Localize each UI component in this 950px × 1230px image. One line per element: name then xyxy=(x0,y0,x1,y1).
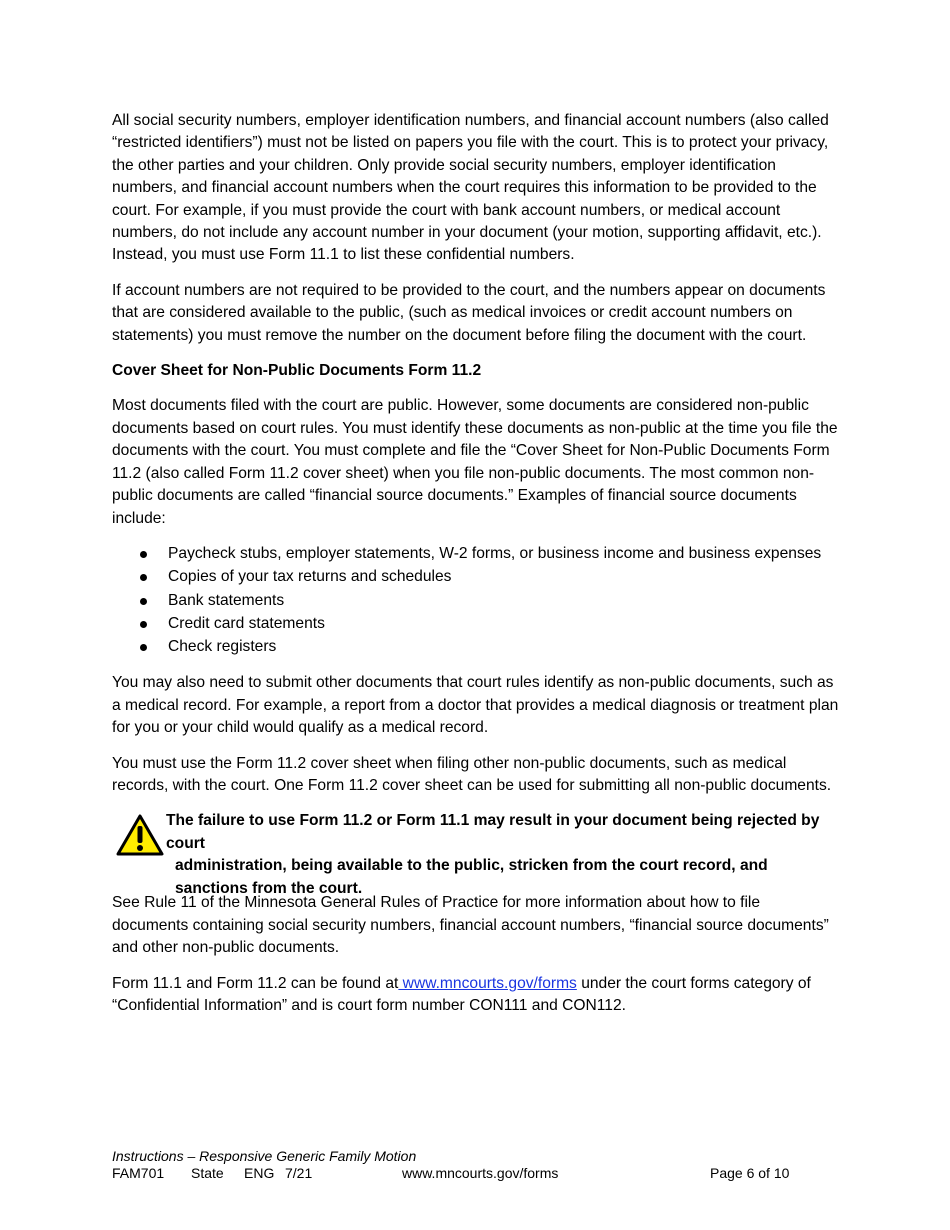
list-item: Check registers xyxy=(112,636,840,659)
page-footer xyxy=(112,1148,840,1182)
section-heading: Cover Sheet for Non-Public Documents Form 11.2 xyxy=(112,362,482,380)
list-item: Credit card statements xyxy=(112,613,840,636)
footer-form-code: FAM701 xyxy=(112,1164,165,1181)
paragraph-rule-11: See Rule 11 of the Minnesota General Rules of Practice for more information about how to file documents containing social security numbers, financial account numbers, “financial source documents” and other non-public documents. xyxy=(112,894,829,957)
footer-row xyxy=(112,1165,840,1182)
bullet-icon xyxy=(140,621,147,628)
paragraph-account-numbers: If account numbers are not required to be provided to the court, and the numbers appear on documents that are considered available to the public, (such as medical invoices or credit account numbers on statements) you must remove the number on the document before filing the document with the court. xyxy=(112,281,826,344)
warning-callout xyxy=(112,810,840,897)
bullet-icon xyxy=(140,598,147,605)
financial-documents-list xyxy=(112,543,840,659)
footer-website: www.mncourts.gov/forms xyxy=(402,1164,559,1181)
bullet-icon xyxy=(140,551,147,558)
footer-language: ENG xyxy=(244,1164,275,1181)
paragraph-forms-location: Form 11.1 and Form 11.2 can be found at www.mncourts.gov/forms under the court forms category of “Confidential Information” and is court form number CON111 and CON112. xyxy=(112,974,811,1015)
footer-title: Instructions – Responsive Generic Family Motion xyxy=(112,1148,417,1164)
list-item: Copies of your tax returns and schedules xyxy=(112,566,840,589)
bullet-icon xyxy=(140,644,147,651)
paragraph-cover-sheet-use: You must use the Form 11.2 cover sheet when filing other non-public documents, such as medical records, with the court. One Form 11.2 cover sheet can be used for submitting all non-public documents. xyxy=(112,754,832,795)
footer-page-number: Page 6 of 10 xyxy=(710,1164,790,1181)
footer-jurisdiction: State xyxy=(191,1164,224,1181)
warning-text: The failure to use Form 11.2 or Form 11.1 may result in your document being rejected by court administration, being available to the public, stricken from the court record, and sanctions from the court. xyxy=(166,812,820,897)
paragraph-most-documents: Most documents filed with the court are public. However, some documents are considered non-public documents based on court rules. You must identify these documents as non-public at the time you file the documents with the court. You must complete and file the “Cover Sheet for Non-Public Documents Form 11.2 (also called Form 11.2 cover sheet) when you file non-public documents. The most common non-public documents are called “financial source documents.” Examples of financial source documents include: xyxy=(112,397,838,527)
list-item: Paycheck stubs, employer statements, W-2 forms, or business income and business expenses xyxy=(112,543,840,566)
forms-link[interactable]: www.mncourts.gov/forms xyxy=(398,974,577,992)
bullet-icon xyxy=(140,574,147,581)
paragraph-medical-record: You may also need to submit other documents that court rules identify as non-public documents, such as a medical record. For example, a report from a doctor that provides a medical diagnosis or treatment plan for you or your child would qualify as a medical record. xyxy=(112,674,839,737)
paragraph-restricted-identifiers: All social security numbers, employer identification numbers, and financial account numbers (also called “restricted identifiers”) must not be listed on papers you file with the court. This is to protect your privacy, the other parties and your children. Only provide social security numbers, employer identification numbers, and financial account numbers when the court requires this information to be provided to the court. For example, if you must provide the court with bank account numbers, or medical account numbers, do not include any account number in your document (your motion, supporting affidavit, etc.). Instead, you must use Form 11.1 to list these confidential numbers. xyxy=(112,112,829,264)
footer-revision: 7/21 xyxy=(285,1164,313,1181)
warning-triangle-icon xyxy=(116,813,164,857)
list-item: Bank statements xyxy=(112,590,840,613)
document-body xyxy=(112,110,840,1030)
